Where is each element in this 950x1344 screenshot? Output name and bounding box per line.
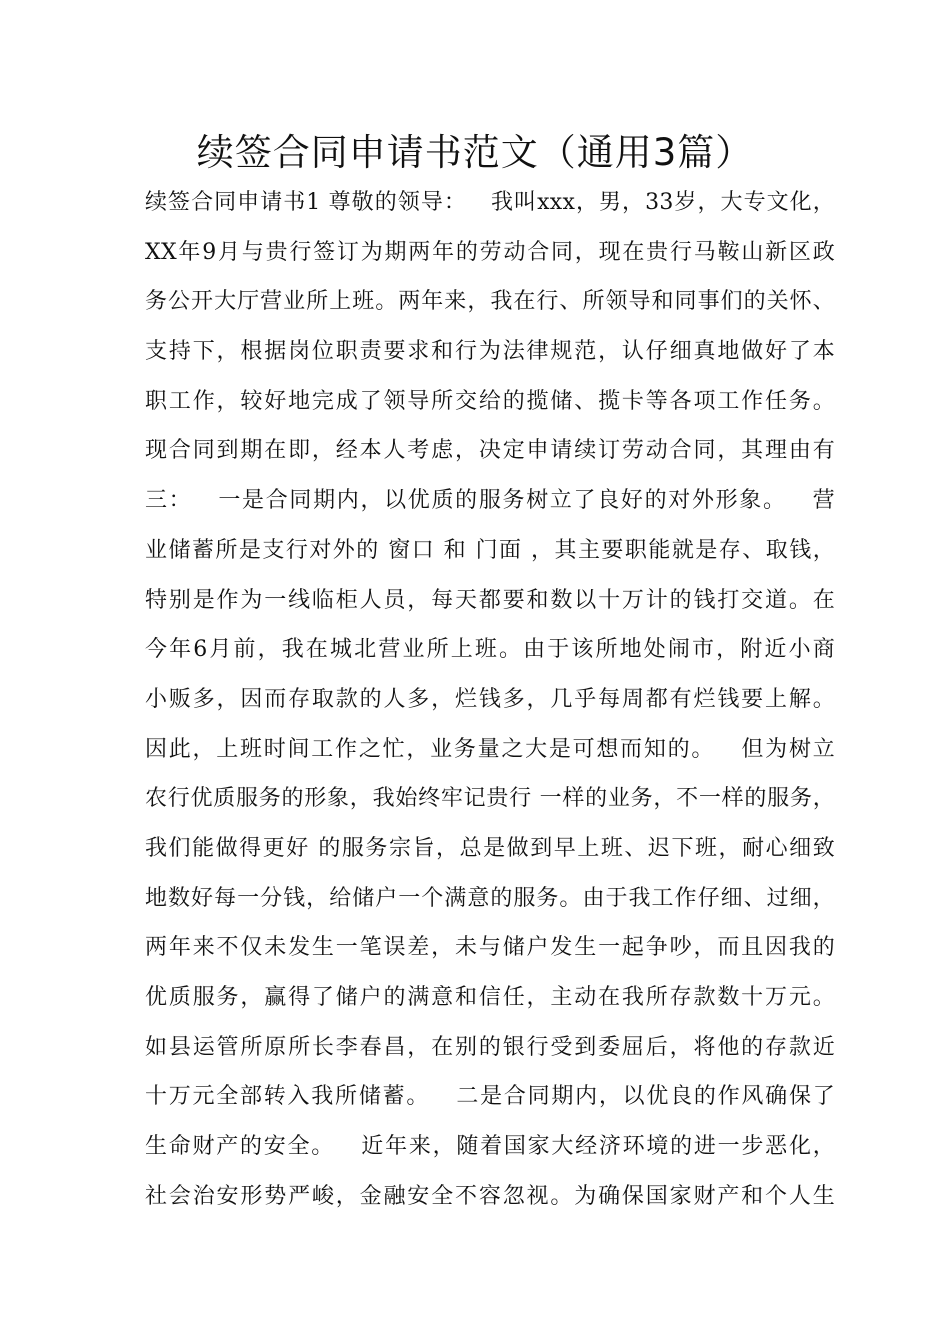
text-line: 三： 一是合同期内，以优质的服务树立了良好的对外形象。 营 [145,488,835,514]
document-title: 续签合同申请书范文（通用3篇） [196,131,754,174]
text-line: 支持下，根据岗位职责要求和行为法律规范，认仔细真地做好了本 [145,339,835,365]
text-line: 务公开大厅营业所上班。两年来，我在行、所领导和同事们的关怀、 [145,289,835,315]
text-line: 续签合同申请书1 尊敬的领导： 我叫xxx，男，33岁，大专文化， [145,190,835,215]
text-line: 十万元全部转入我所储蓄。 二是合同期内，以优良的作风确保了 [145,1084,835,1110]
document-body [145,178,835,1221]
text-line: 生命财产的安全。 近年来，随着国家大经济环境的进一步恶化， [145,1134,835,1160]
text-line: 社会治安形势严峻，金融安全不容忽视。为确保国家财产和个人生 [145,1183,835,1209]
text-line: 特别是作为一线临柜人员，每天都要和数以十万计的钱打交道。在 [145,587,835,613]
text-line: 因此，上班时间工作之忙，业务量之大是可想而知的。 但为树立 [145,736,835,762]
text-line: 地数好每一分钱，给储户一个满意的服务。由于我工作仔细、过细， [145,885,835,911]
text-line: 业储蓄所是支行对外的 窗口 和 门面 ，其主要职能就是存、取钱， [145,537,835,563]
text-line: XX年9月与贵行签订为期两年的劳动合同，现在贵行马鞍山新区政 [145,239,835,265]
text-line: 今年6月前，我在城北营业所上班。由于该所地处闹市，附近小商 [145,637,835,663]
text-line: 小贩多，因而存取款的人多，烂钱多，几乎每周都有烂钱要上解。 [145,686,835,712]
text-line: 现合同到期在即，经本人考虑，决定申请续订劳动合同，其理由有 [145,438,835,464]
text-line: 两年来不仅未发生一笔误差，未与储户发生一起争吵，而且因我的 [145,935,835,961]
text-line: 我们能做得更好 的服务宗旨，总是做到早上班、迟下班，耐心细致 [145,835,835,861]
text-line: 优质服务，赢得了储户的满意和信任，主动在我所存款数十万元。 [145,985,835,1010]
text-line: 农行优质服务的形象，我始终牢记贵行 一样的业务，不一样的服务， [145,786,835,812]
text-line: 职工作，较好地完成了领导所交给的揽储、揽卡等各项工作任务。 [145,388,835,414]
text-line: 如县运管所原所长李春昌，在别的银行受到委屈后，将他的存款近 [145,1034,835,1060]
